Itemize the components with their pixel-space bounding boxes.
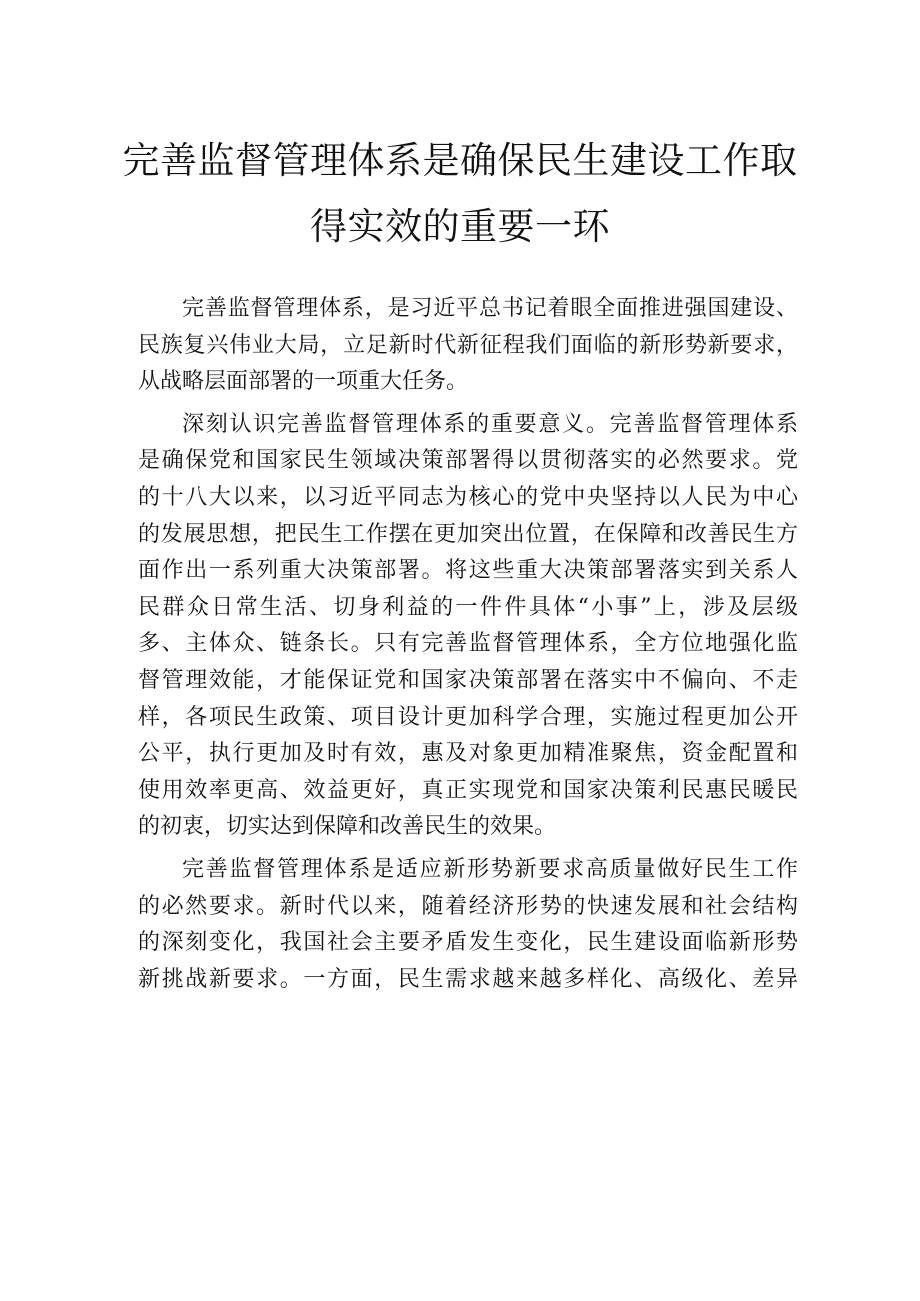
- paragraph-line: 民族复兴伟业大局，立足新时代新征程我们面临的新形势新要求，: [138, 332, 798, 358]
- document-title-line-2: 得实效的重要一环: [310, 205, 610, 248]
- paragraph-3: [138, 852, 798, 998]
- paragraph-line: 完善监督管理体系，是习近平总书记着眼全面推进强国建设、: [182, 296, 798, 321]
- paragraph-line: 完善监督管理体系是适应新形势新要求高质量做好民生工作: [182, 856, 798, 882]
- document-body: [138, 291, 798, 998]
- paragraph-line: 的深刻变化，我国社会主要矛盾发生变化，民生建设面临新形势: [138, 930, 798, 956]
- paragraph-line: 是确保党和国家民生领域决策部署得以贯彻落实的必然要求。党: [138, 448, 798, 474]
- paragraph-line: 的初衷，切实达到保障和改善民生的效果。: [138, 814, 557, 840]
- paragraph-1: [138, 291, 798, 401]
- paragraph-line: 民群众日常生活、切身利益的一件件具体“小事”上，涉及层级: [138, 594, 798, 620]
- paragraph-line: 新挑战新要求。一方面，民生需求越来越多样化、高级化、差异: [138, 966, 798, 992]
- paragraph-line: 的必然要求。新时代以来，随着经济形势的快速发展和社会结构: [138, 893, 798, 919]
- paragraph-line: 使用效率更高、效益更好，真正实现党和国家决策利民惠民暖民: [138, 777, 798, 803]
- document-title-line-1: 完善监督管理体系是确保民生建设工作取: [122, 139, 798, 182]
- paragraph-line: 的十八大以来，以习近平同志为核心的党中央坚持以人民为中心: [138, 484, 798, 510]
- paragraph-line: 公平，执行更加及时有效，惠及对象更加精准聚焦，资金配置和: [138, 741, 798, 767]
- paragraph-line: 督管理效能，才能保证党和国家决策部署在落实中不偏向、不走: [138, 667, 798, 693]
- paragraph-line: 从战略层面部署的一项重大任务。: [138, 369, 469, 395]
- paragraph-line: 的发展思想，把民生工作摆在更加突出位置，在保障和改善民生方: [138, 521, 798, 547]
- paragraph-line: 样，各项民生政策、项目设计更加科学合理，实施过程更加公开: [138, 704, 798, 730]
- paragraph-line: 面作出一系列重大决策部署。将这些重大决策部署落实到关系人: [138, 558, 798, 584]
- paragraph-line: 多、主体众、链条长。只有完善监督管理体系，全方位地强化监: [138, 631, 798, 657]
- paragraph-2: [138, 407, 798, 846]
- paragraph-line: 深刻认识完善监督管理体系的重要意义。完善监督管理体系: [182, 411, 798, 437]
